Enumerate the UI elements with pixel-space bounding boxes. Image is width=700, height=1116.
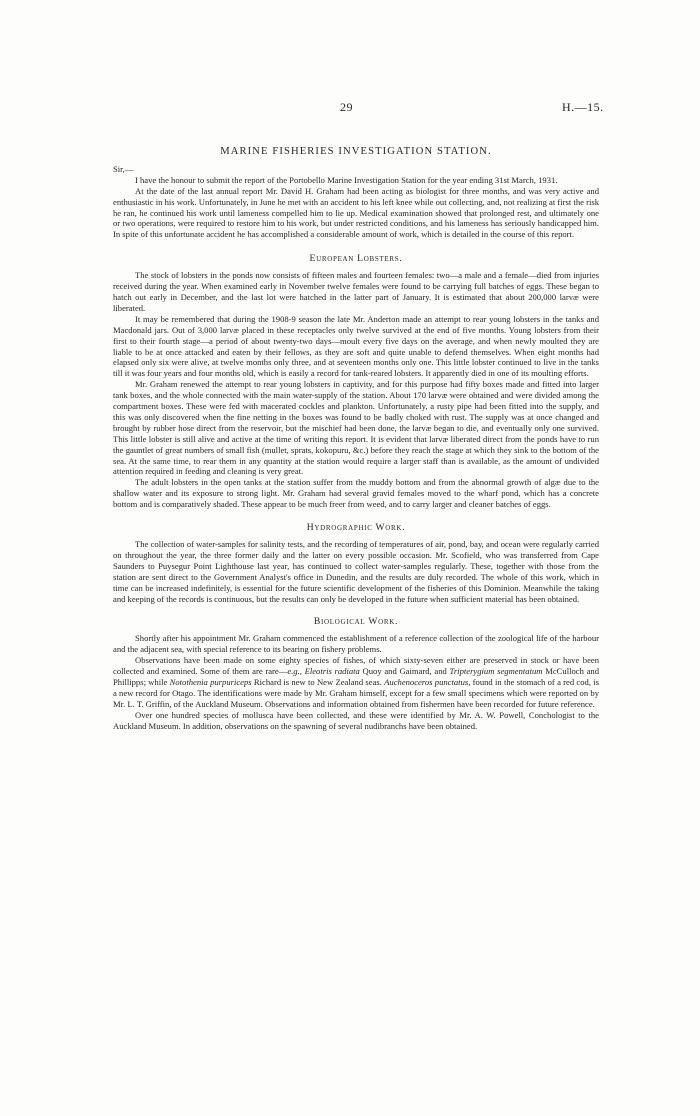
- section-heading-lobsters: European Lobsters.: [309, 253, 403, 265]
- abbreviation: e.g.,: [287, 666, 302, 677]
- text-run: McCulloch and Phillipps; while: [113, 666, 599, 687]
- salutation: Sir,—: [113, 163, 134, 174]
- species-name: Auchenoceros punctatus,: [384, 676, 471, 687]
- species-name: Eleotris radiata: [304, 666, 360, 677]
- intro-paragraph: At the date of the last annual report Mr. David H. Graham had been acting as biologist for three months, and was very active and enthusiastic in his work. Unfortunately, in June he met with an accident to his left knee while out collecting, and, not realizing at first the risk he ran, he continued his work until lameness compelled him to lie up. Medical examination showed that prolonged rest, and ultimately one or two operations, were required to restore him to his work, but under restricted conditions, and his lameness has seriously handicapped him. In spite of this unfortunate accident he has accomplished a considerable amount of work, which is detailed in the course of this report.: [113, 185, 599, 240]
- intro-paragraph: I have the honour to submit the report of the Portobello Marine Investigation Station for the year ending 31st March, 1931.: [135, 174, 558, 185]
- lobsters-paragraph: It may be remembered that during the 1908-9 season the late Mr. Anderton made an attempt to rear young lobsters in the tanks and Macdonald jars. Out of 3,000 larvæ placed in these receptacles only twelve survived at the end of five months. Young lobsters from their first to their fourth stage—a period of about twenty-two days—moult every five days on the average, and when newly moulted they are liable to be at once attacked and eaten by their fellows, as they are soft and quite unable to defend themselves. When eight months had elapsed only six were alive, at twelve months only three, and at seventeen months only one. This little lobster continued to live in the tanks till it was four years and four months old, which is easily a record for tank-reared lobsters. It apparently died in one of its moulting efforts.: [113, 313, 599, 379]
- biological-paragraph: Shortly after his appointment Mr. Graham commenced the establishment of a reference collection of the zoological life of the harbour and the adjacent sea, with special reference to its bearing on fishery problems.: [113, 633, 599, 655]
- text-run: Quoy and Gaimard, and: [362, 666, 447, 677]
- document-reference: H.—15.: [562, 100, 604, 114]
- text-run: found in the stomach of a red cod, is a new record for Otago. The identifications were made by Mr. Graham himself, except for a few small specimens which were reported on by Mr. L. T. Griffin, of the Auckland Museum. Observations and information obtained from fishermen have been recorded for future reference.: [113, 676, 599, 709]
- report-title: MARINE FISHERIES INVESTIGATION STATION.: [220, 146, 492, 157]
- text-run: Observations have been made on some eighty species of fishes, of which sixty-seven either are preserved in stock or have been collected and examined. Some of them are rare—: [113, 655, 599, 677]
- biological-paragraph-fishes: [113, 655, 599, 710]
- section-heading-biological: Biological Work.: [313, 616, 399, 628]
- text-run: Richard is new to New Zealand seas.: [253, 676, 382, 687]
- report-body: [113, 147, 599, 732]
- hydrographic-paragraph: The collection of water-samples for salinity tests, and the recording of temperatures of air, pond, bay, and ocean were regularly carried on throughout the year, the three former daily and the latter on every possible occasion. Mr. Scofield, who was transferred from Cape Saunders to Puysegur Point Lighthouse last year, has continued to collect water-samples regularly. These, together with those from the station are sent direct to the Government Analyst's office in Dunedin, and the results are duly recorded. The whole of this work, which in time can be increased indefinitely, is essential for the future scientific development of the fisheries of this Dominion. Meanwhile the taking and keeping of the records is continuous, but the results can only be developed in the future when sufficient material has been obtained.: [113, 539, 599, 604]
- page-header: [0, 100, 700, 116]
- page-number: 29: [340, 100, 353, 114]
- lobsters-paragraph: Mr. Graham renewed the attempt to rear young lobsters in captivity, and for this purpose had fifty boxes made and fitted into larger tank boxes, and the whole connected with the main water-supply of the station. About 170 larvæ were obtained and were divided among the compartment boxes. These were fed with macerated cockles and plankton. Unfortunately, a rusty pipe had been fitted into the supply, and this was only discovered when the fine netting in the boxes was found to be badly choked with rust. The supply was at once changed and brought by rubber hose direct from the reservoir, but the mischief had been done, the larvæ began to die, and eventually only one survived. This little lobster is still alive and active at the time of writing this report. It is evident that larvæ liberated direct from the ponds have to run the gauntlet of great numbers of small fish (mullet, sprats, kokopuru, &c.) before they reach the stage at which they sink to the bottom of the sea. At the same time, to rear them in any quantity at the station would require a larger staff than is available, as the amount of undivided attention required in feeding and cleaning is very great.: [113, 379, 599, 477]
- species-name: Notothenia purpuriceps: [169, 676, 252, 687]
- lobsters-paragraph: The adult lobsters in the open tanks at the station suffer from the muddy bottom and from the abnormal growth of algæ due to the shallow water and its exposure to strong light. Mr. Graham had several gravid females moved to the wharf pond, which has a concrete bottom and is comparatively shaded. These appear to be much freer from weed, and to carry larger and cleaner batches of eggs.: [113, 477, 599, 510]
- species-name: Tripterygium segmentatum: [449, 666, 543, 677]
- lobsters-paragraph: The stock of lobsters in the ponds now consists of fifteen males and fourteen females: two—a male and a female—died from injuries received during the year. When examined early in November twelve females were found to be carrying full batches of eggs. These began to hatch out early in December, and the last lot were hatched in the latter part of January. It is estimated that about 200,000 larvæ were liberated.: [113, 270, 599, 313]
- biological-paragraph: Over one hundred species of mollusca have been collected, and these were identified by Mr. A. W. Powell, Conchologist to the Auckland Museum. In addition, observations on the spawning of several nudibranchs have been obtained.: [113, 709, 599, 731]
- section-heading-hydrographic: Hydrographic Work.: [306, 522, 406, 534]
